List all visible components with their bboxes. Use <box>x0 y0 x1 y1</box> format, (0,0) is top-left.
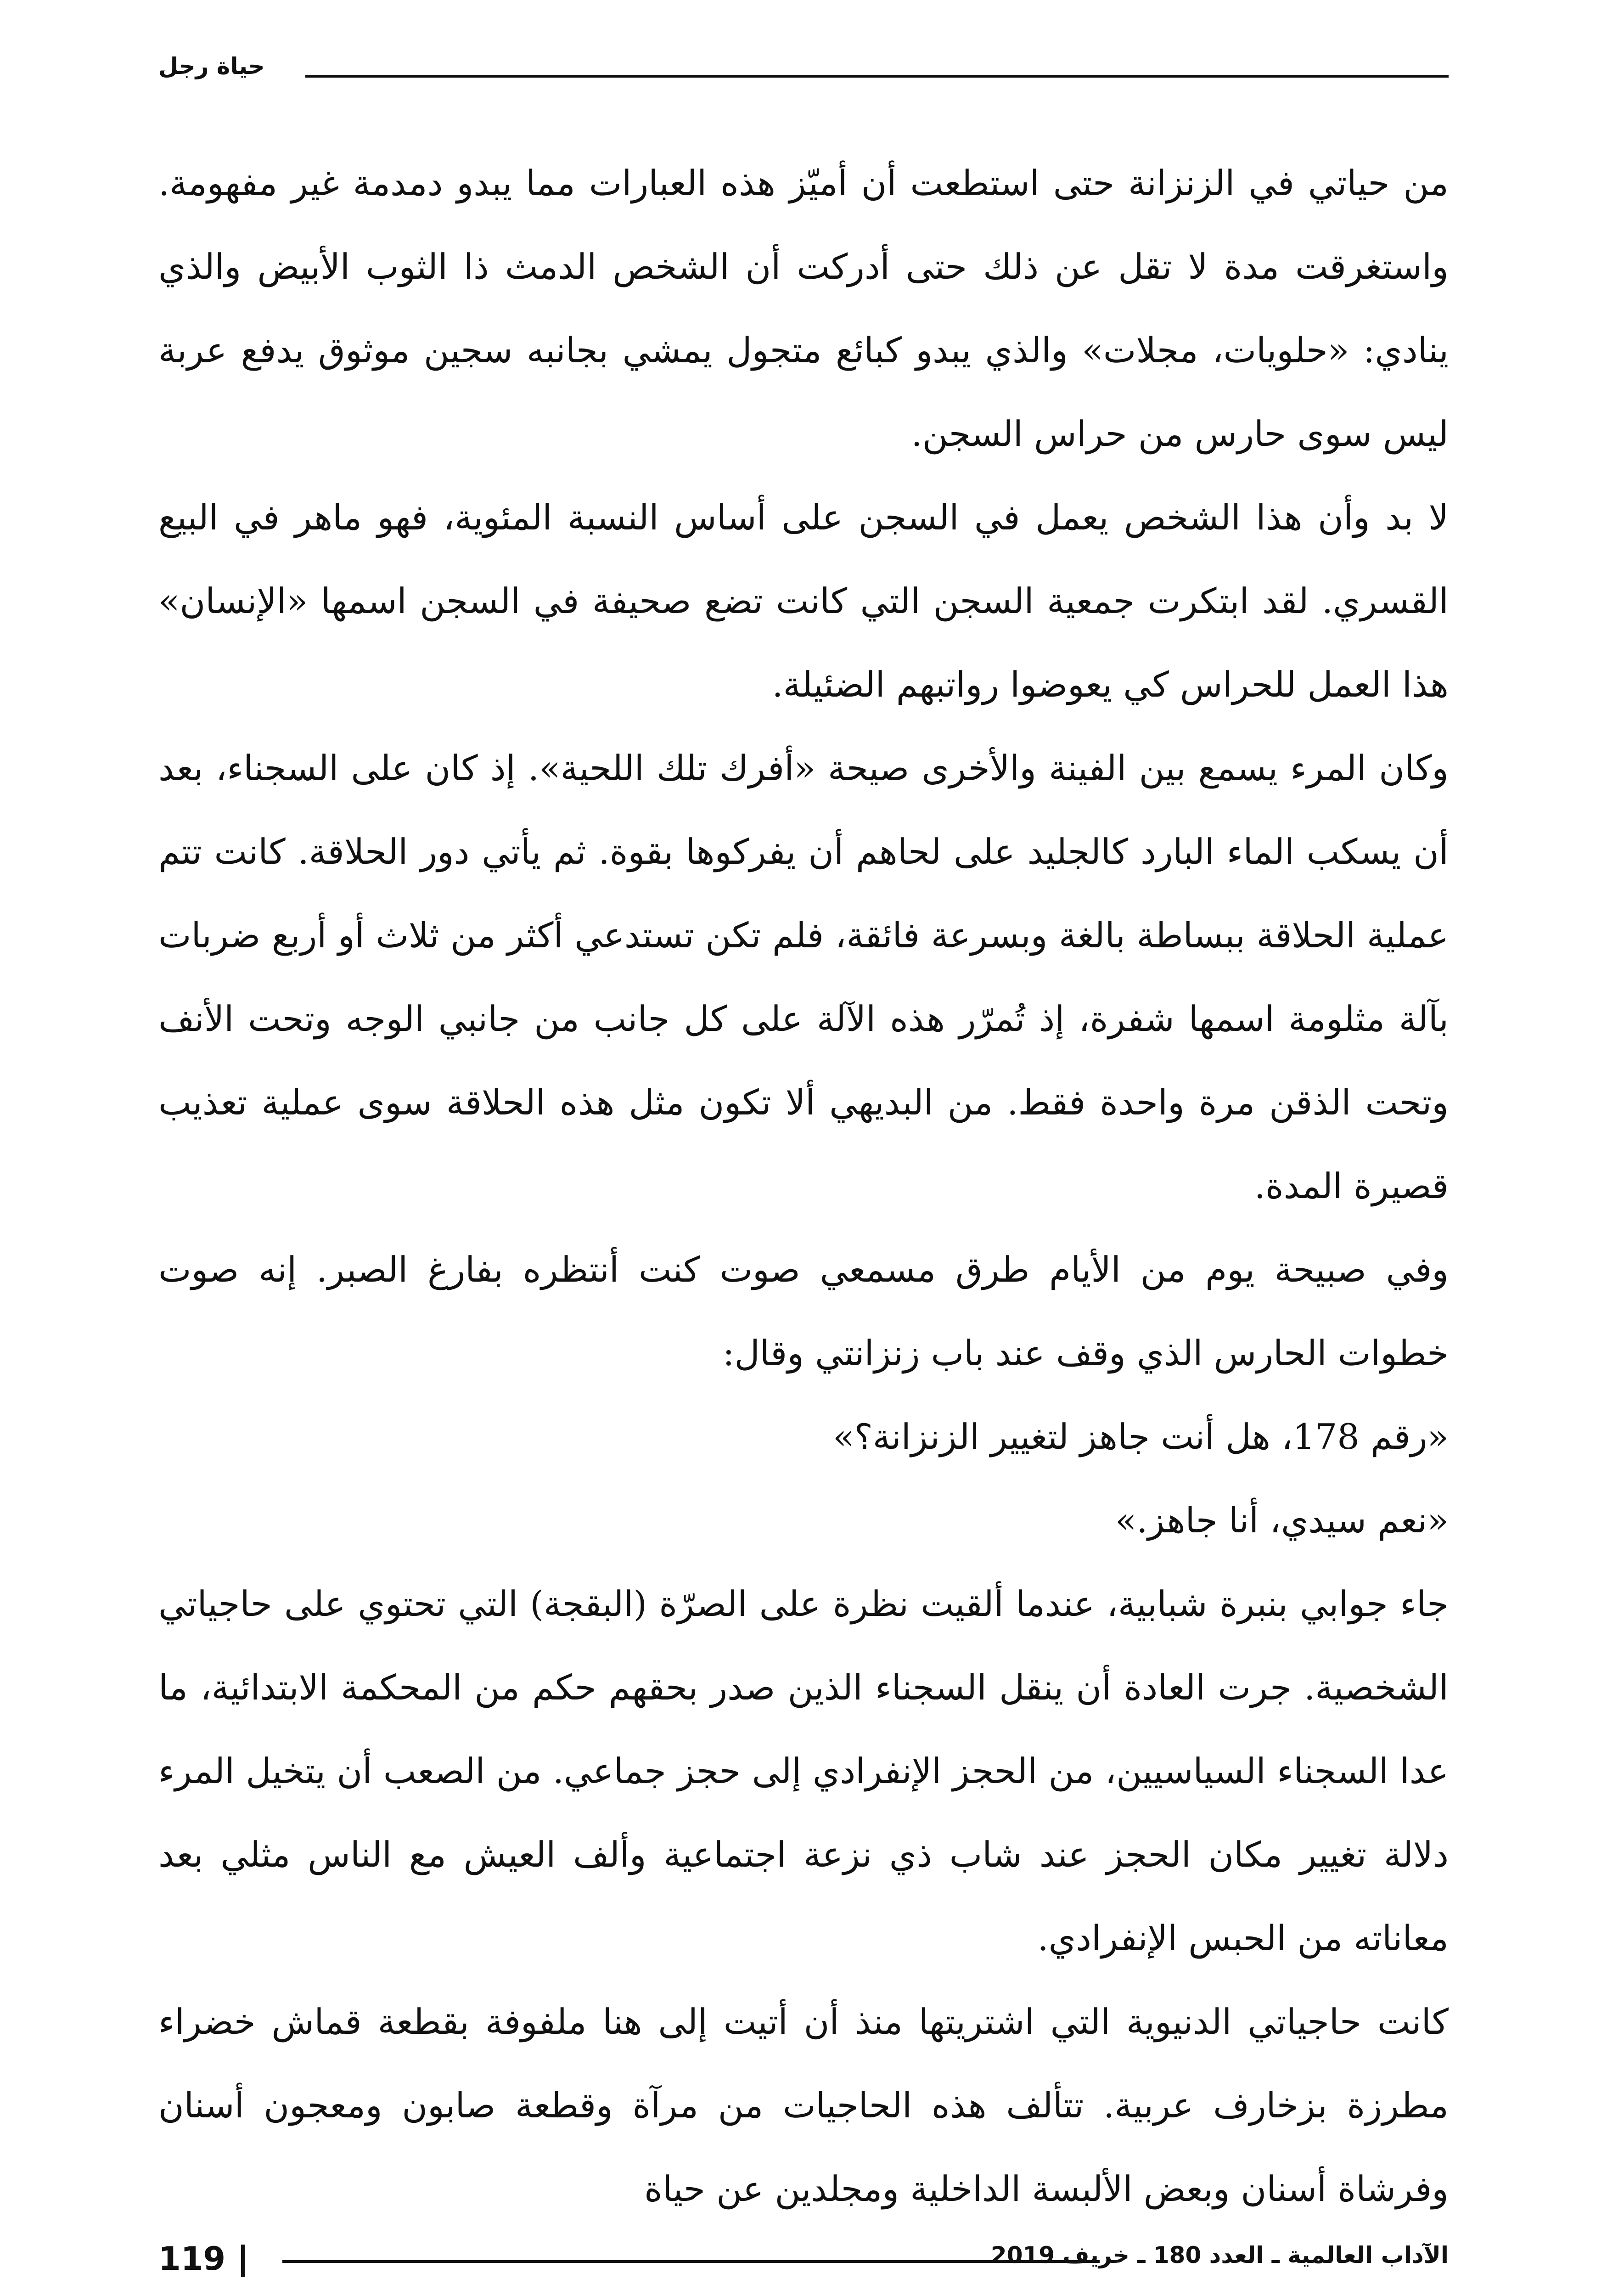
body-text <box>158 141 1449 2231</box>
paragraph: وكان المرء يسمع بين الفينة والأخرى صيحة «أفرك تلك اللحية». إذ كان على السجناء، بعد أن يسكب الماء البارد كالجليد على لحاهم أن يفركوها بقوة. ثم يأتي دور الحلاقة. كانت تتم عملية الحلاقة ببساطة بالغة وبسرعة فائقة، فلم تكن تستدعي أكثر من ثلاث أو أربع ضربات بآلة مثلومة اسمها شفرة، إذ تُمرّر هذه الآلة على كل جانب من جانبي الوجه وتحت الأنف وتحت الذقن مرة واحدة فقط. من البديهي ألا تكون مثل هذه الحلاقة سوى عملية تعذيب قصيرة المدة. <box>158 748 1449 1206</box>
journal-info: الآداب العالمية ـ العدد 180 ـ خريف 2019 <box>990 2242 1449 2268</box>
running-header <box>158 48 1449 103</box>
dialogue-line: «نعم سيدي، أنا جاهز.» <box>1115 1500 1449 1541</box>
paragraph: وفي صبيحة يوم من الأيام طرق مسمعي صوت كنت أنتظره بفارغ الصبر. إنه صوت خطوات الحارس الذي وقف عند باب زنزانتي وقال: <box>158 1249 1449 1373</box>
paragraph: كانت حاجياتي الدنيوية التي اشتريتها منذ أن أتيت إلى هنا ملفوفة بقطعة قماش خضراء مطرزة بزخارف عربية. تتألف هذه الحاجيات من مرآة وقطعة صابون ومعجون أسنان وفرشاة أسنان وبعض الألبسة الداخلية ومجلدين عن حياة <box>158 2001 1449 2209</box>
footer-rule <box>282 2260 1100 2263</box>
paragraph: جاء جوابي بنبرة شبابية، عندما ألقيت نظرة على الصرّة (البقجة) التي تحتوي على حاجياتي الشخصية. جرت العادة أن ينقل السجناء الذين صدر بحقهم حكم من المحكمة الابتدائية، ما عدا السجناء السياسيين، من الحجز الإنفرادي إلى حجز جماعي. من الصعب أن يتخيل المرء دلالة تغيير مكان الحجز عند شاب ذي نزعة اجتماعية وألف العيش مع الناس مثلي بعد معاناته من الحبس الإنفرادي. <box>158 1583 1449 1958</box>
running-header-title: حياة رجل <box>158 53 265 79</box>
dialogue-line: «رقم 178، هل أنت جاهز لتغيير الزنزانة؟» <box>832 1416 1449 1457</box>
page-footer <box>158 2236 1449 2287</box>
header-rule <box>305 75 1449 78</box>
paragraph: لا بد وأن هذا الشخص يعمل في السجن على أساس النسبة المئوية، فهو ماهر في البيع القسري. لقد ابتكرت جمعية السجن التي كانت تضع صحيفة في السجن اسمها «الإنسان» هذا العمل للحراس كي يعوضوا رواتبهم الضئيلة. <box>158 497 1449 705</box>
page-number-separator <box>241 2245 245 2277</box>
paragraph: من حياتي في الزنزانة حتى استطعت أن أميّز هذه العبارات مما يبدو دمدمة غير مفهومة. واستغرقت مدة لا تقل عن ذلك حتى أدركت أن الشخص الدمث ذا الثوب الأبيض والذي ينادي: «حلويات، مجلات» والذي يبدو كبائع متجول يمشي بجانبه سجين موثوق يدفع عربة ليس سوى حارس من حراس السجن. <box>158 163 1449 454</box>
page-number: 119 <box>158 2240 226 2278</box>
